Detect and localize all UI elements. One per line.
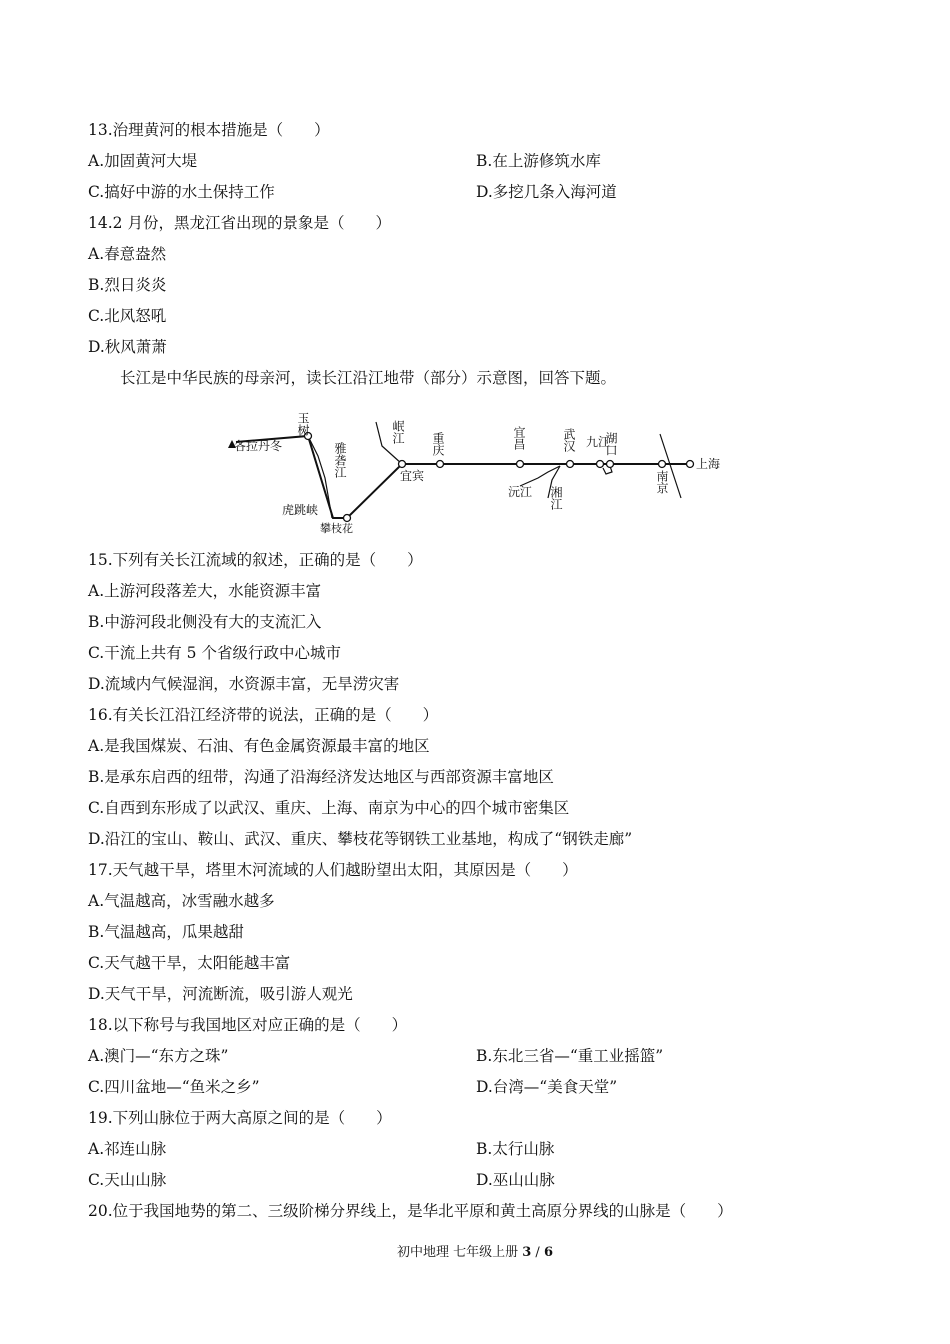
q15-option-d: D.流域内气候湿润，水资源丰富，无旱涝灾害 (88, 675, 400, 693)
hukou-dot (607, 461, 614, 468)
label-nanjing: 南京 (655, 470, 669, 494)
label-yichang: 宜昌 (512, 426, 526, 450)
label-hukou: 湖口 (604, 432, 618, 456)
yangtze-map (0, 398, 950, 535)
yibin-dot (399, 461, 406, 468)
q18-stem: 18.以下称号与我国地区对应正确的是（ ） (88, 1016, 408, 1034)
label-jiujiang: 九江 (586, 435, 611, 449)
footer-total: 6 (543, 1245, 553, 1260)
q18-option-a: A.澳门—“东方之珠” (88, 1047, 229, 1065)
q19-stem: 19.下列山脉位于两大高原之间的是（ ） (88, 1109, 392, 1127)
panzhihua-dot (344, 515, 351, 522)
q19-option-b: B.太行山脉 (476, 1140, 555, 1158)
label-gela: 各拉丹冬 (234, 439, 283, 453)
q14-option-a: A.春意盎然 (88, 245, 167, 263)
q14-option-d: D.秋风萧萧 (88, 338, 167, 356)
q13-option-c: C.搞好中游的水土保持工作 (88, 183, 275, 201)
q14-option-c: C.北风怒吼 (88, 307, 167, 325)
map-intro: 长江是中华民族的母亲河，读长江沿江地带（部分）示意图，回答下题。 (120, 369, 617, 387)
label-chongqing: 重庆 (431, 432, 445, 456)
label-yibin: 宜宾 (400, 469, 425, 483)
q16-option-c: C.自西到东形成了以武汉、重庆、上海、南京为中心的四个城市密集区 (88, 799, 570, 817)
label-minjiang: 岷江 (391, 420, 405, 444)
q19-option-a: A.祁连山脉 (88, 1140, 167, 1158)
page-footer (0, 1244, 950, 1262)
q16-option-b: B.是承东启西的纽带，沟通了沿海经济发达地区与西部资源丰富地区 (88, 768, 554, 786)
label-shanghai: 上海 (696, 457, 721, 471)
q17-option-a: A.气温越高，冰雪融水越多 (88, 892, 275, 910)
q15-option-a: A.上游河段落差大，水能资源丰富 (88, 582, 322, 600)
label-panzhihua: 攀枝花 (320, 522, 353, 535)
wuhan-dot (567, 461, 574, 468)
label-xiangjiang: 湘江 (549, 486, 563, 510)
q20-stem: 20.位于我国地势的第二、三级阶梯分界线上，是华北平原和黄土高原分界线的山脉是（ ） (88, 1202, 733, 1220)
q17-stem: 17.天气越干旱，塔里木河流域的人们越盼望出太阳，其原因是（ ） (88, 861, 578, 879)
footer-sep: / (531, 1245, 544, 1260)
q13-option-d: D.多挖几条入海河道 (476, 183, 617, 201)
q19-option-c: C.天山山脉 (88, 1171, 167, 1189)
q15-option-b: B.中游河段北侧没有大的支流汇入 (88, 613, 322, 631)
q18-option-b: B.东北三省—“重工业摇篮” (476, 1047, 664, 1065)
yichang-dot (517, 461, 524, 468)
label-yalong: 雅砻江 (333, 442, 347, 478)
q19-option-d: D.巫山山脉 (476, 1171, 555, 1189)
q17-option-d: D.天气干旱，河流断流，吸引游人观光 (88, 985, 353, 1003)
q13-option-b: B.在上游修筑水库 (476, 152, 601, 170)
q16-option-d: D.沿江的宝山、鞍山、武汉、重庆、攀枝花等钢铁工业基地，构成了“钢铁走廊” (88, 830, 633, 848)
footer-text: 初中地理 七年级上册 (396, 1245, 523, 1260)
q14-stem: 14.2 月份，黑龙江省出现的景象是（ ） (88, 214, 391, 232)
footer-page: 3 (522, 1245, 532, 1260)
nanjing-dot (659, 461, 666, 468)
q13-option-a: A.加固黄河大堤 (88, 152, 198, 170)
chongqing-dot (437, 461, 444, 468)
label-wuhan: 武汉 (562, 428, 576, 452)
q16-stem: 16.有关长江沿江经济带的说法，正确的是（ ） (88, 706, 439, 724)
jiujiang-dot (597, 461, 604, 468)
q17-option-c: C.天气越干旱，太阳能越丰富 (88, 954, 291, 972)
q18-option-c: C.四川盆地—“鱼米之乡” (88, 1078, 260, 1096)
q14-option-b: B.烈日炎炎 (88, 276, 167, 294)
shanghai-dot (687, 461, 694, 468)
q17-option-b: B.气温越高，瓜果越甜 (88, 923, 244, 941)
label-hutiao: 虎跳峡 (282, 503, 319, 517)
q13-stem: 13.治理黄河的根本措施是（ ） (88, 121, 330, 139)
q15-option-c: C.干流上共有 5 个省级行政中心城市 (88, 644, 341, 662)
label-yushu: 玉树 (296, 412, 310, 436)
q16-option-a: A.是我国煤炭、石油、有色金属资源最丰富的地区 (88, 737, 430, 755)
label-yuanjiang: 沅江 (508, 485, 533, 499)
q15-stem: 15.下列有关长江流域的叙述，正确的是（ ） (88, 551, 423, 569)
q18-option-d: D.台湾—“美食天堂” (476, 1078, 618, 1096)
